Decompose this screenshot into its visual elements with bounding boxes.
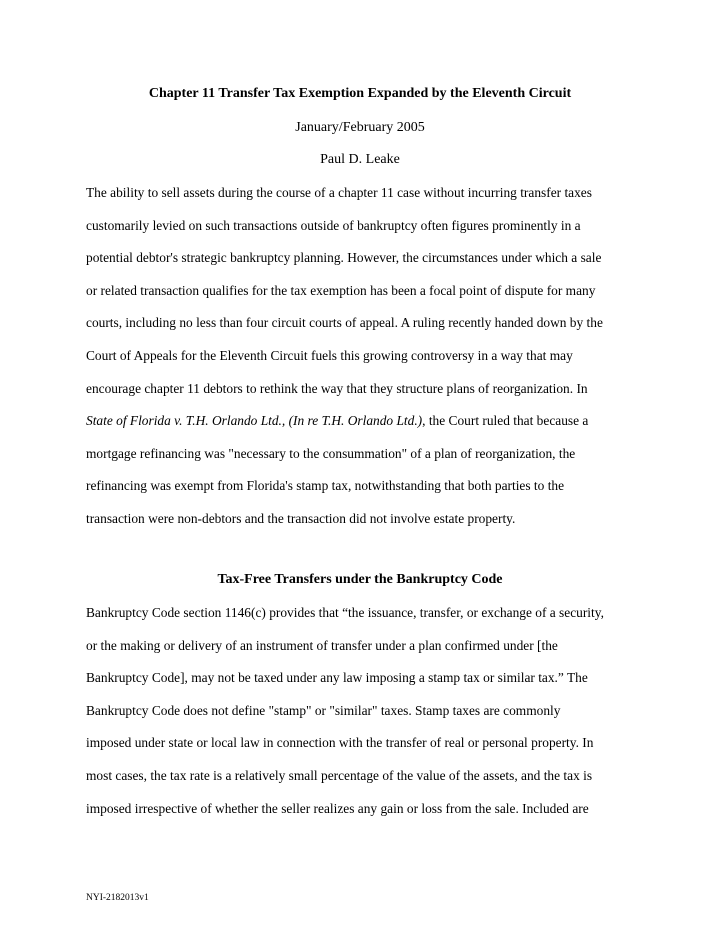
paragraph-line: mortgage refinancing was "necessary to the consummation" of a plan of reorganization, the [86,445,576,461]
paragraph-line: or related transaction qualifies for the tax exemption has been a focal point of dispute for many [86,282,596,298]
paragraph-line: customarily levied on such transactions outside of bankruptcy often figures prominently in a [86,217,581,233]
publication-date: January/February 2005 [295,120,425,135]
document-title: Chapter 11 Transfer Tax Exemption Expanded by the Eleventh Circuit [148,86,572,101]
paragraph-line: Bankruptcy Code does not define "stamp" or "similar" taxes. Stamp taxes are commonly [86,702,561,718]
paragraph-line: refinancing was exempt from Florida's stamp tax, notwithstanding that both parties to the [86,478,565,494]
paragraph-line: potential debtor's strategic bankruptcy planning. However, the circumstances under which a sale [86,250,602,266]
paragraph-line: or the making or delivery of an instrument of transfer under a plan confirmed under [the [86,637,558,653]
case-citation: State of Florida v. T.H. Orlando Ltd., (In re T.H. Orlando Ltd.) [86,413,423,429]
case-citation-tail: , the Court ruled that because a [422,413,589,429]
section-heading: Tax-Free Transfers under the Bankruptcy Code [217,572,503,587]
paragraph-line: The ability to sell assets during the course of a chapter 11 case without incurring transfer taxes [86,185,592,200]
paragraph-line: Bankruptcy Code section 1146(c) provides that “the issuance, transfer, or exchange of a security, [86,605,604,620]
intro-paragraph [86,177,646,536]
paragraph-line: encourage chapter 11 debtors to rethink the way that they structure plans of reorganization. In [86,380,588,396]
section-paragraph [86,597,646,825]
paragraph-line: transaction were non-debtors and the transaction did not involve estate property. [86,510,516,526]
paragraph-line: Court of Appeals for the Eleventh Circuit fuels this growing controversy in a way that may [86,347,573,363]
author-name: Paul D. Leake [320,152,400,167]
paragraph-line: Bankruptcy Code], may not be taxed under any law imposing a stamp tax or similar tax.” The [86,670,588,686]
paragraph-line: imposed irrespective of whether the seller realizes any gain or loss from the sale. Included are [86,800,589,816]
paragraph-line: courts, including no less than four circuit courts of appeal. A ruling recently handed down by the [86,315,603,331]
paragraph-line-case [86,405,646,438]
paragraph-line: imposed under state or local law in connection with the transfer of real or personal property. In [86,735,594,751]
document-footer-id: NYI-2182013v1 [86,893,149,903]
paragraph-line: most cases, the tax rate is a relatively small percentage of the value of the assets, and the tax is [86,767,593,783]
